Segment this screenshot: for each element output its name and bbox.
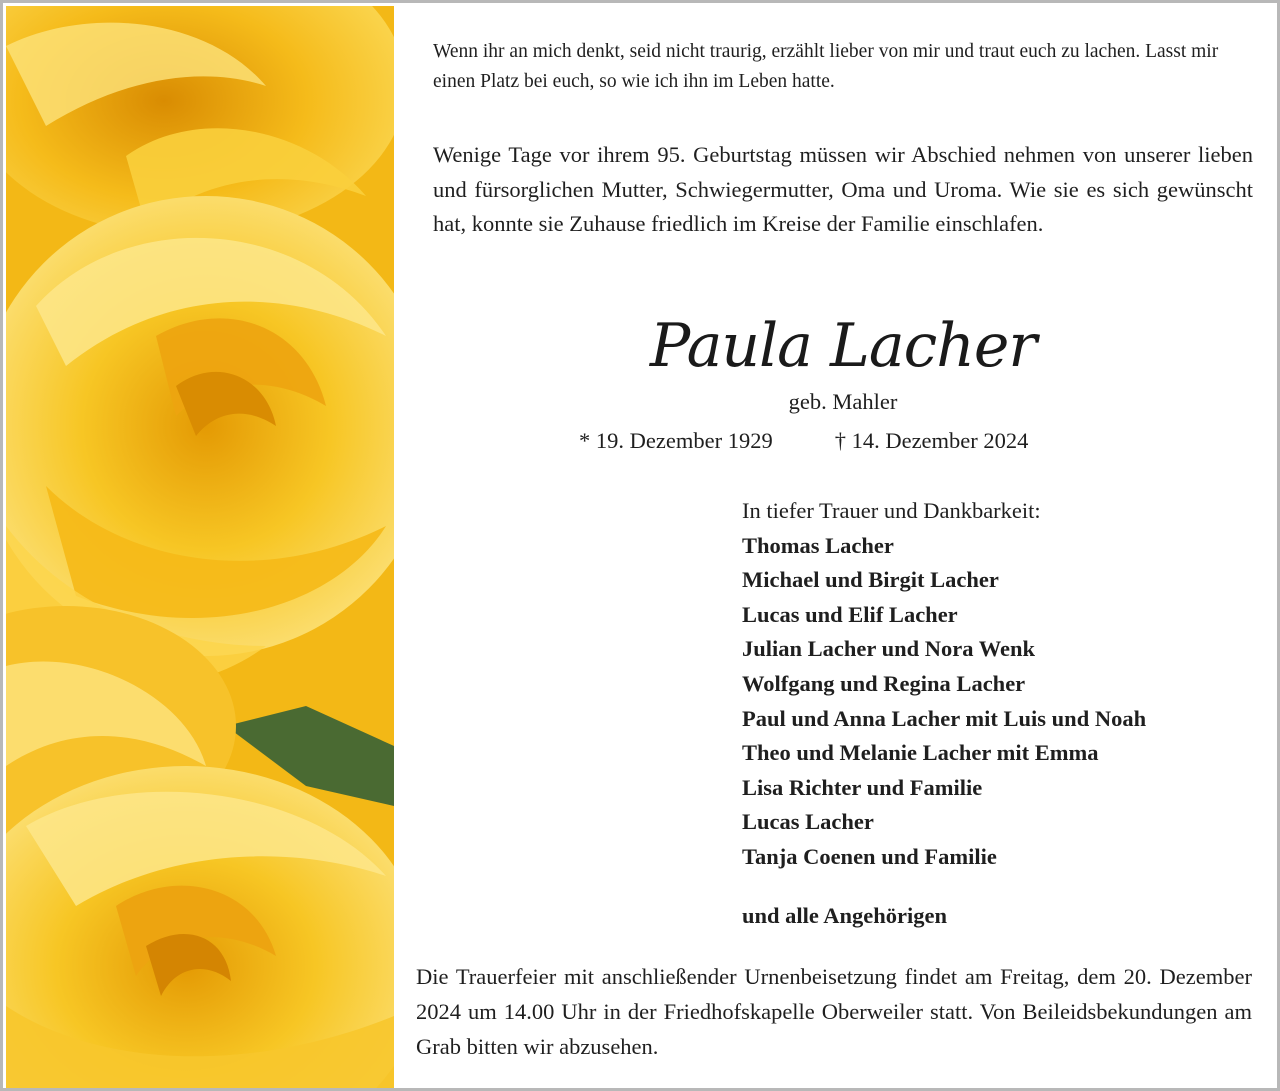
- mourner-name: Wolfgang und Regina Lacher: [742, 670, 1026, 696]
- birth-date: * 19. Dezember 1929: [579, 428, 773, 453]
- death-date: † 14. Dezember 2024: [834, 428, 1029, 453]
- life-dates: [579, 428, 1139, 454]
- mourning-heading: In tiefer Trauer und Dankbarkeit:: [742, 498, 1041, 523]
- mourner-name: Michael und Birgit Lacher: [742, 567, 999, 593]
- ceremony-notice: Die Trauerfeier mit anschließender Urnenbeisetzung findet am Freitag, dem 20. Dezember 2024 um 14.00 Uhr in der Friedhofskapelle Oberweiler statt. Von Beileidsbekundungen am Grab bitten wir abzusehen.: [416, 964, 1252, 1059]
- mourner-name: Lucas Lacher: [742, 809, 874, 835]
- motto-quote: Wenn ihr an mich denkt, seid nicht traurig, erzählt lieber von mir und traut euch zu lachen. Lasst mir einen Platz bei euch, so wie ich ihn im Leben hatte.: [433, 41, 1219, 92]
- mourner-name: Lisa Richter und Familie: [742, 774, 983, 800]
- relatives-line: und alle Angehörigen: [742, 903, 948, 928]
- intro-paragraph: Wenige Tage vor ihrem 95. Geburtstag müssen wir Abschied nehmen von unserer lieben und fürsorglichen Mutter, Schwiegermutter, Oma und Uroma. Wie sie es sich gewünscht hat, konnte sie Zuhause friedlich im Kreise der Familie einschlafen.: [433, 142, 1253, 236]
- mourner-name: Theo und Melanie Lacher mit Emma: [742, 740, 1099, 766]
- yellow-roses-image: [6, 6, 394, 1090]
- deceased-name: Paula Lacher: [649, 311, 1037, 381]
- mourner-name: Julian Lacher und Nora Wenk: [742, 636, 1035, 662]
- mourners-list: [742, 529, 1262, 875]
- mourner-name: Thomas Lacher: [742, 532, 894, 558]
- mourner-name: Paul und Anna Lacher mit Luis und Noah: [742, 705, 1147, 731]
- mourners-block: [742, 494, 1262, 875]
- birth-name: geb. Mahler: [788, 389, 898, 414]
- mourner-name: Lucas und Elif Lacher: [742, 601, 958, 627]
- mourner-name: Tanja Coenen und Familie: [742, 843, 997, 869]
